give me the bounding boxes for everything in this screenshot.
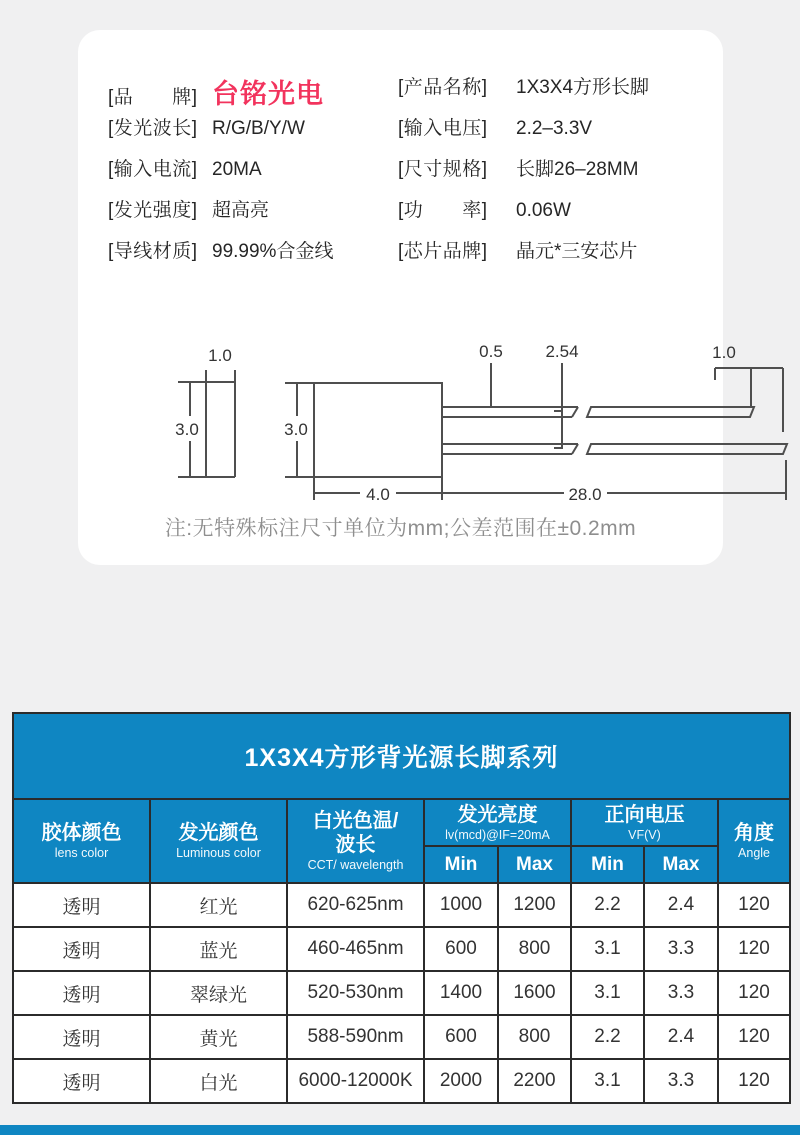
cell-color: 红光 [150, 883, 287, 927]
cell-lv-max: 1200 [498, 883, 571, 927]
product-spec-card [78, 30, 736, 565]
header-lens-color [13, 799, 150, 883]
cell-wavelength: 460-465nm [287, 927, 424, 971]
header-forward-voltage-zh: 正向电压 [604, 803, 685, 826]
spec-value-power: 0.06W [516, 200, 571, 221]
header-lens-color-zh: 胶体颜色 [41, 822, 122, 844]
spec-label-wire: [导线材质] [108, 241, 198, 262]
header-forward-voltage-en: VF(V) [628, 827, 661, 842]
header-angle-zh: 角度 [734, 822, 775, 844]
cell-wavelength: 520-530nm [287, 971, 424, 1015]
spec-row-voltage [398, 113, 592, 140]
header-angle-en: Angle [738, 846, 771, 860]
spec-row-chip [398, 236, 637, 263]
spec-label-wavelength: [发光波长] [108, 118, 198, 139]
cell-angle: 120 [718, 1059, 790, 1103]
cell-angle: 120 [718, 971, 790, 1015]
header-angle [718, 799, 790, 883]
cell-color: 黄光 [150, 1015, 287, 1059]
led-dimension-drawing [166, 330, 798, 515]
spec-value-size: 长脚26–28MM [516, 159, 639, 180]
cell-lv-max: 800 [498, 927, 571, 971]
cell-vf-max: 2.4 [644, 1015, 718, 1059]
cell-color: 蓝光 [150, 927, 287, 971]
header-luminous-color-zh: 发光颜色 [178, 822, 259, 844]
header-lens-color-en: lens color [54, 846, 109, 860]
spec-value-intensity: 超高亮 [212, 200, 270, 221]
drawing-dimension-labels [175, 342, 736, 504]
header-cct-wavelength [287, 799, 424, 883]
spec-row-wavelength [108, 113, 305, 140]
cell-vf-max: 3.3 [644, 971, 718, 1015]
header-luminous-color-en: Luminous color [176, 846, 261, 860]
spec-row-power [398, 195, 571, 222]
cell-vf-min: 3.1 [571, 1059, 644, 1103]
table-title: 1X3X4方形背光源长脚系列 [13, 713, 790, 799]
cell-lv-min: 600 [424, 927, 498, 971]
spec-row-wire [108, 236, 333, 263]
header-voltage-max: Max [644, 846, 718, 883]
cell-vf-min: 3.1 [571, 971, 644, 1015]
cell-lens: 透明 [13, 927, 150, 971]
next-section-header-edge [0, 1125, 800, 1135]
spec-row-current [108, 154, 262, 181]
header-brightness [424, 799, 571, 846]
spec-row-brand [108, 72, 324, 111]
cell-lens: 透明 [13, 971, 150, 1015]
spec-label-current: [输入电流] [108, 159, 198, 180]
dim-side-height: 3.0 [175, 420, 199, 439]
cell-vf-min: 3.1 [571, 927, 644, 971]
tolerance-note: 注:无特殊标注尺寸单位为mm;公差范围在±0.2mm [164, 517, 637, 540]
cell-vf-max: 3.3 [644, 927, 718, 971]
cell-angle: 120 [718, 883, 790, 927]
cell-wavelength: 6000-12000K [287, 1059, 424, 1103]
spec-value-wire: 99.99%合金线 [212, 241, 334, 262]
spec-label-intensity: [发光强度] [108, 200, 198, 221]
spec-label-voltage: [输入电压] [398, 118, 488, 139]
cell-vf-max: 2.4 [644, 883, 718, 927]
cell-color: 翠绿光 [150, 971, 287, 1015]
spec-label-power: [功 率] [398, 200, 488, 221]
cell-wavelength: 620-625nm [287, 883, 424, 927]
header-cct-zh2: 波长 [335, 834, 376, 856]
cell-vf-min: 2.2 [571, 1015, 644, 1059]
cell-angle: 120 [718, 1015, 790, 1059]
drawing-lines [178, 363, 787, 500]
spec-label-chip: [芯片品牌] [398, 241, 488, 262]
cell-lv-max: 2200 [498, 1059, 571, 1103]
spec-value-wavelength: R/G/B/Y/W [212, 118, 305, 139]
spec-row-product-name [398, 72, 649, 99]
dim-lead-pitch: 2.54 [545, 342, 579, 361]
spec-label-size: [尺寸规格] [398, 159, 488, 180]
header-cct-zh1: 白光色温/ [312, 810, 399, 832]
cell-wavelength: 588-590nm [287, 1015, 424, 1059]
table-row-blue [13, 927, 790, 971]
header-forward-voltage [571, 799, 718, 846]
cell-lens: 透明 [13, 883, 150, 927]
header-voltage-min: Min [571, 846, 644, 883]
header-cct-en: CCT/ wavelength [307, 858, 404, 872]
dim-side-width: 1.0 [208, 346, 232, 365]
spec-value-chip: 晶元*三安芯片 [516, 241, 638, 262]
spec-row-intensity [108, 195, 269, 222]
product-series-table [12, 712, 791, 1104]
dim-body-width: 4.0 [366, 485, 390, 504]
header-brightness-zh: 发光亮度 [457, 803, 538, 826]
cell-lv-max: 1600 [498, 971, 571, 1015]
header-brightness-max: Max [498, 846, 571, 883]
cell-lv-min: 2000 [424, 1059, 498, 1103]
dim-body-height: 3.0 [284, 420, 308, 439]
cell-color: 白光 [150, 1059, 287, 1103]
spec-label-brand: [品 牌] [108, 87, 198, 108]
dim-lead-length: 28.0 [568, 485, 602, 504]
cell-lv-max: 800 [498, 1015, 571, 1059]
table-row-emerald [13, 971, 790, 1015]
header-brightness-en: lv(mcd)@IF=20mA [445, 827, 550, 842]
cell-angle: 120 [718, 927, 790, 971]
header-brightness-min: Min [424, 846, 498, 883]
header-luminous-color [150, 799, 287, 883]
cell-lv-min: 1000 [424, 883, 498, 927]
cell-lv-min: 600 [424, 1015, 498, 1059]
spec-value-voltage: 2.2–3.3V [516, 118, 593, 139]
dim-lead-thickness: 0.5 [479, 342, 503, 361]
table-row-white [13, 1059, 790, 1103]
table-row-red [13, 883, 790, 927]
spec-value-product-name: 1X3X4方形长脚 [516, 77, 650, 98]
cell-vf-max: 3.3 [644, 1059, 718, 1103]
spec-row-size [398, 154, 639, 181]
cell-lens: 透明 [13, 1015, 150, 1059]
cell-lens: 透明 [13, 1059, 150, 1103]
cell-vf-min: 2.2 [571, 883, 644, 927]
spec-label-product-name: [产品名称] [398, 77, 488, 98]
dim-lead-end: 1.0 [712, 343, 736, 362]
cell-lv-min: 1400 [424, 971, 498, 1015]
spec-value-brand: 台铭光电 [212, 79, 324, 109]
table-row-yellow [13, 1015, 790, 1059]
spec-value-current: 20MA [212, 159, 262, 180]
